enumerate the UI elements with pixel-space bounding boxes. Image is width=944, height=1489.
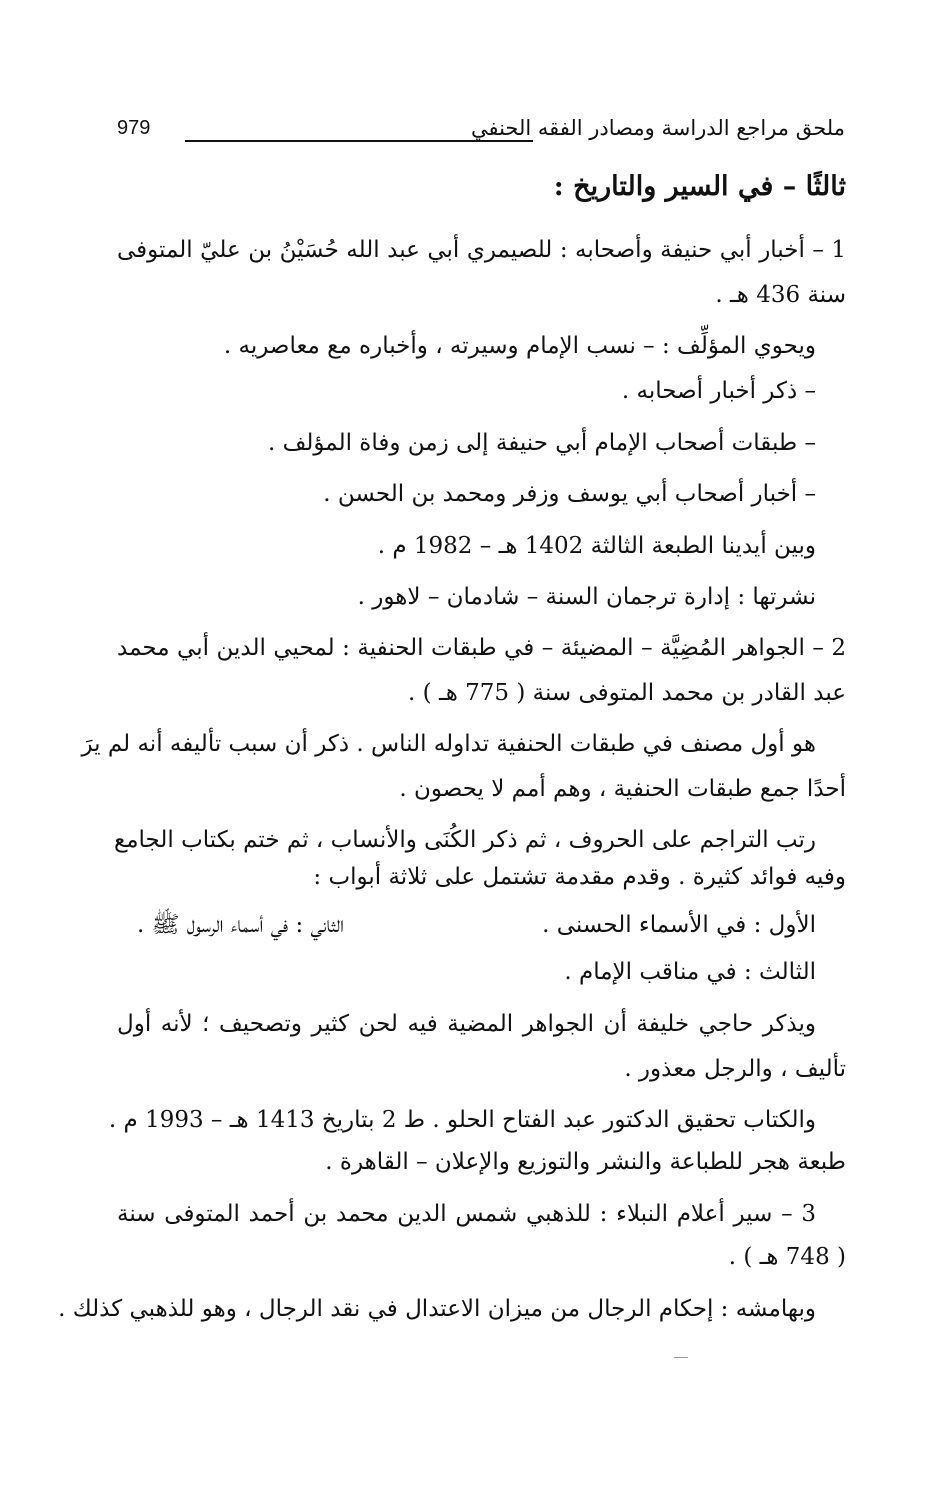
header-title: ملحق مراجع الدراسة ومصادر الفقه الحنفي [470,116,845,140]
text-line: الثالث : في مناقب الإمام . [564,959,816,985]
text-line: عبد القادر بن محمد المتوفى سنة ( 775 هـ ) . [408,680,846,706]
text-line: 1 – أخبار أبي حنيفة وأصحابه : للصيمري أبي عبد الله حُسَيْنُ بن عليّ المتوفى [117,237,846,263]
page-mark [674,1357,688,1358]
text-line: – أخبار أصحاب أبي يوسف وزفر ومحمد بن الحسن . [323,481,816,507]
text-line: تأليف ، والرجل معذور . [624,1056,846,1082]
text-line: 2 – الجواهر المُضِيَّة – المضيئة – في طبقات الحنفية : لمحيي الدين أبي محمد [117,635,846,661]
text-line: وبهامشه : إحكام الرجال من ميزان الاعتدال في نقد الرجال ، وهو للذهبي كذلك . [58,1296,816,1322]
text-line: – طبقات أصحاب الإمام أبي حنيفة إلى زمن وفاة المؤلف . [267,430,816,456]
section-heading: ثالثًا – في السير والتاريخ : [553,171,846,202]
text-line: وبين أيدينا الطبعة الثالثة 1402 هـ – 1982 م . [377,533,816,559]
text-line: ويحوي المؤلِّف : – نسب الإمام وسيرته ، وأخباره مع معاصريه . [223,333,816,359]
text-line: ويذكر حاجي خليفة أن الجواهر المضية فيه لحن كثير وتصحيف ؛ لأنه أول [117,1011,816,1037]
text-line: طبعة هجر للطباعة والنشر والتوزيع والإعلان – القاهرة . [325,1149,846,1175]
text-line: وفيه فوائد كثيرة . وقدم مقدمة تشتمل على ثلاثة أبواب : [313,864,846,890]
text-line: ( 748 هـ ) . [728,1244,846,1270]
text-line: رتب التراجم على الحروف ، ثم ذكر الكُنَى والأنساب ، ثم ختم بكتاب الجامع [113,827,816,853]
page-number: 979 [117,117,151,139]
text-line: هو أول مصنف في طبقات الحنفية تداوله الناس . ذكر أن سبب تأليفه أنه لم يرَ [81,731,816,757]
text-line: – ذكر أخبار أصحابه . [621,378,816,404]
text-line: سنة 436 هـ . [715,282,846,308]
text-line: والكتاب تحقيق الدكتور عبد الفتاح الحلو . ط 2 بتاريخ 1413 هـ – 1993 م . [108,1107,816,1133]
header-rule [185,140,383,142]
text-line: الثاني : في أسماء الرسول ﷺ . [137,912,344,938]
text-line: 3 – سير أعلام النبلاء : للذهبي شمس الدين محمد بن أحمد المتوفى سنة [117,1201,816,1227]
running-header [117,112,845,152]
text-line: نشرتها : إدارة ترجمان السنة – شادمان – لاهور . [357,584,816,610]
header-rule [381,140,533,142]
text-line: الأول : في الأسماء الحسنى . [542,912,816,938]
text-line: أحدًا جمع طبقات الحنفية ، وهم أمم لا يحصون . [399,776,846,802]
